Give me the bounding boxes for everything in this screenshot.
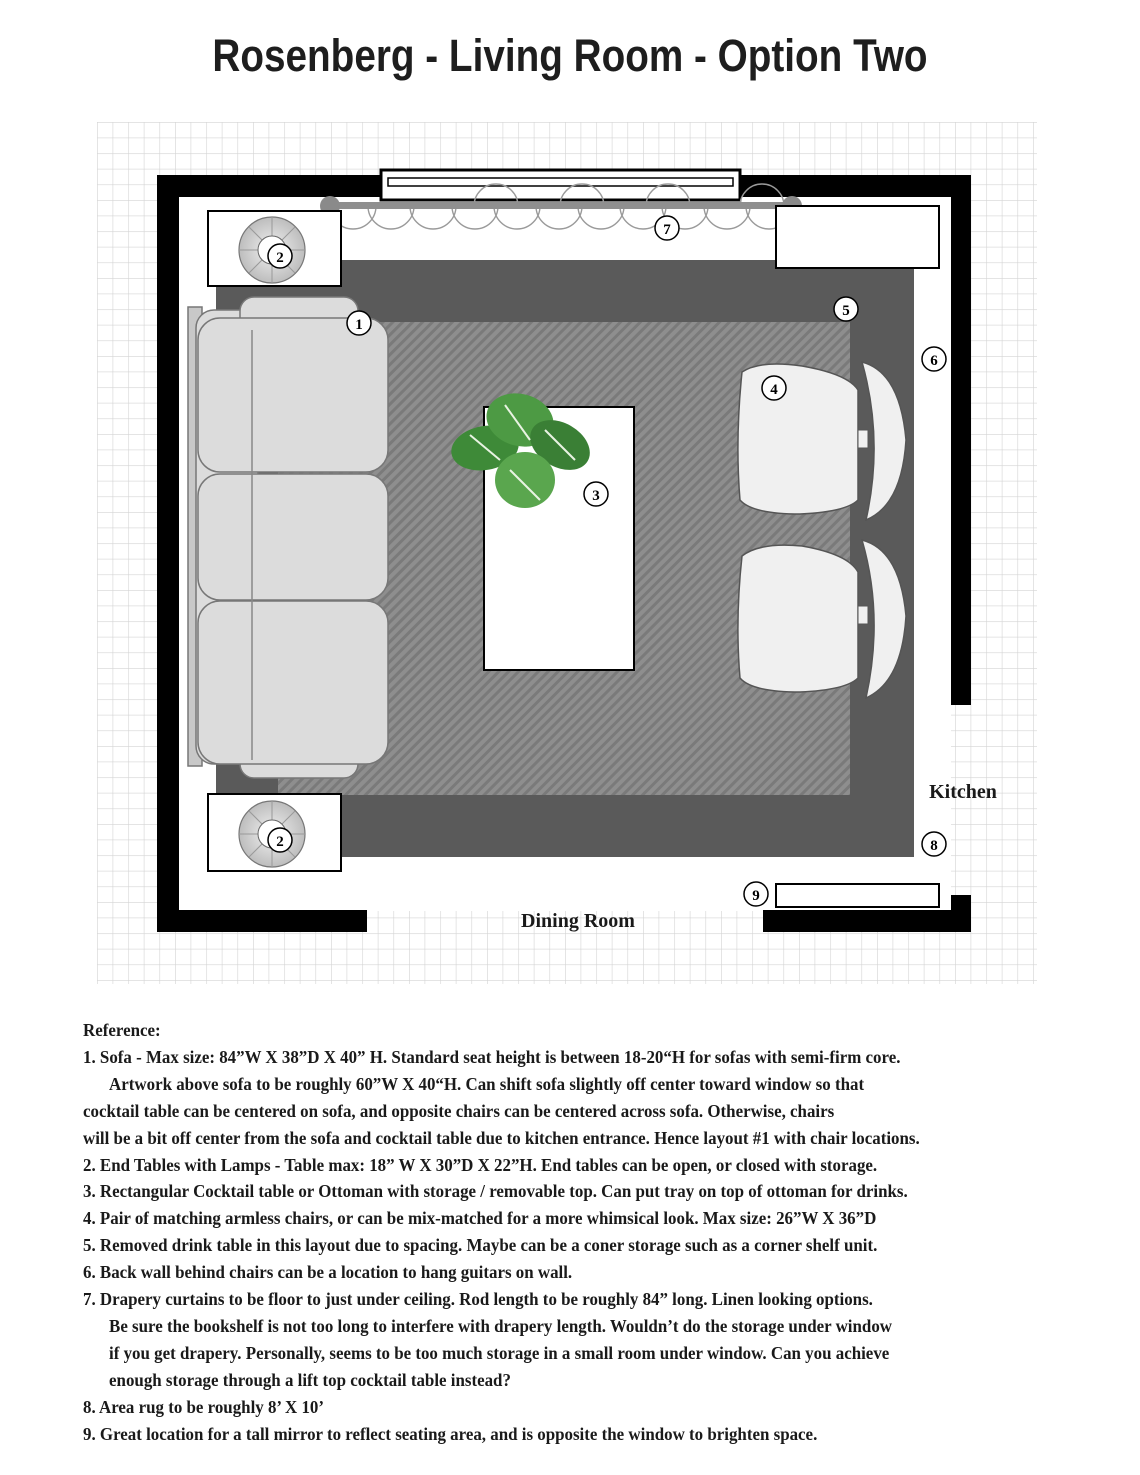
reference-line: 7. Drapery curtains to be floor to just under ceiling. Rod length to be roughly 84” long. Linen looking options. [83,1289,873,1310]
reference-line: 6. Back wall behind chairs can be a location to hang guitars on wall. [83,1262,573,1283]
marker-8-text: 8 [930,838,938,854]
reference-line: Be sure the bookshelf is not too long to interfere with drapery length. Wouldn’t do the storage under window [109,1315,892,1336]
marker-7-text: 7 [663,222,671,238]
dining-room-label: Dining Room [521,910,635,932]
marker-7 [655,216,679,240]
reference-heading: Reference: [83,1020,161,1040]
marker-3-text: 3 [592,488,600,504]
reference-notes [83,1017,1123,1448]
marker-6-text: 6 [930,353,938,369]
armless-chair-bottom [738,540,906,698]
reference-line: 4. Pair of matching armless chairs, or can be mix-matched for a more whimsical look. Max size: 26”W X 36”D [83,1208,877,1229]
marker-1-text: 1 [355,317,363,333]
page-title: Rosenberg - Living Room - Option Two [212,30,928,81]
marker-9 [744,882,768,906]
reference-line: 9. Great location for a tall mirror to reflect seating area, and is opposite the window to brighten space. [83,1423,818,1444]
reference-line: 1. Sofa - Max size: 84”W X 38”D X 40” H. Standard seat height is between 18-20“H for sofas with semi-firm core. [83,1046,901,1067]
reference-line: 5. Removed drink table in this layout due to spacing. Maybe can be a coner storage such as a corner shelf unit. [83,1235,878,1256]
reference-line: enough storage through a lift top cocktail table instead? [109,1369,511,1390]
kitchen-label: Kitchen [929,781,997,803]
marker-9-text: 9 [752,888,760,904]
reference-line: if you get drapery. Personally, seems to be too much storage in a small room under window. Can you achieve [109,1342,890,1363]
marker-2-bottom-text: 2 [276,834,284,850]
reference-line: 2. End Tables with Lamps - Table max: 18” W X 30”D X 22”H. End tables can be open, or closed with storage. [83,1154,878,1175]
reference-line: will be a bit off center from the sofa and cocktail table due to kitchen entrance. Hence layout #1 with chair locations. [83,1127,920,1148]
sofa [188,297,388,778]
marker-3 [584,482,608,506]
marker-5 [834,297,858,321]
marker-2-bottom [268,828,292,852]
tall-mirror [776,884,939,907]
reference-line: 8. Area rug to be roughly 8’ X 10’ [83,1396,325,1417]
reference-line: cocktail table can be centered on sofa, and opposite chairs can be centered across sofa. Otherwise, chairs [83,1100,835,1121]
marker-1 [347,311,371,335]
reference-line: Artwork above sofa to be roughly 60”W X 40“H. Can shift sofa slightly off center toward window so that [109,1073,865,1094]
bookshelf [776,206,939,268]
marker-6 [922,347,946,371]
reference-line: 3. Rectangular Cocktail table or Ottoman with storage / removable top. Can put tray on top of ottoman for drinks. [83,1181,908,1202]
marker-2-top [268,244,292,268]
marker-4-text: 4 [770,382,778,398]
marker-8 [922,832,946,856]
marker-5-text: 5 [842,303,850,319]
marker-2-top-text: 2 [276,250,284,266]
window [381,170,740,200]
marker-4 [762,376,786,400]
